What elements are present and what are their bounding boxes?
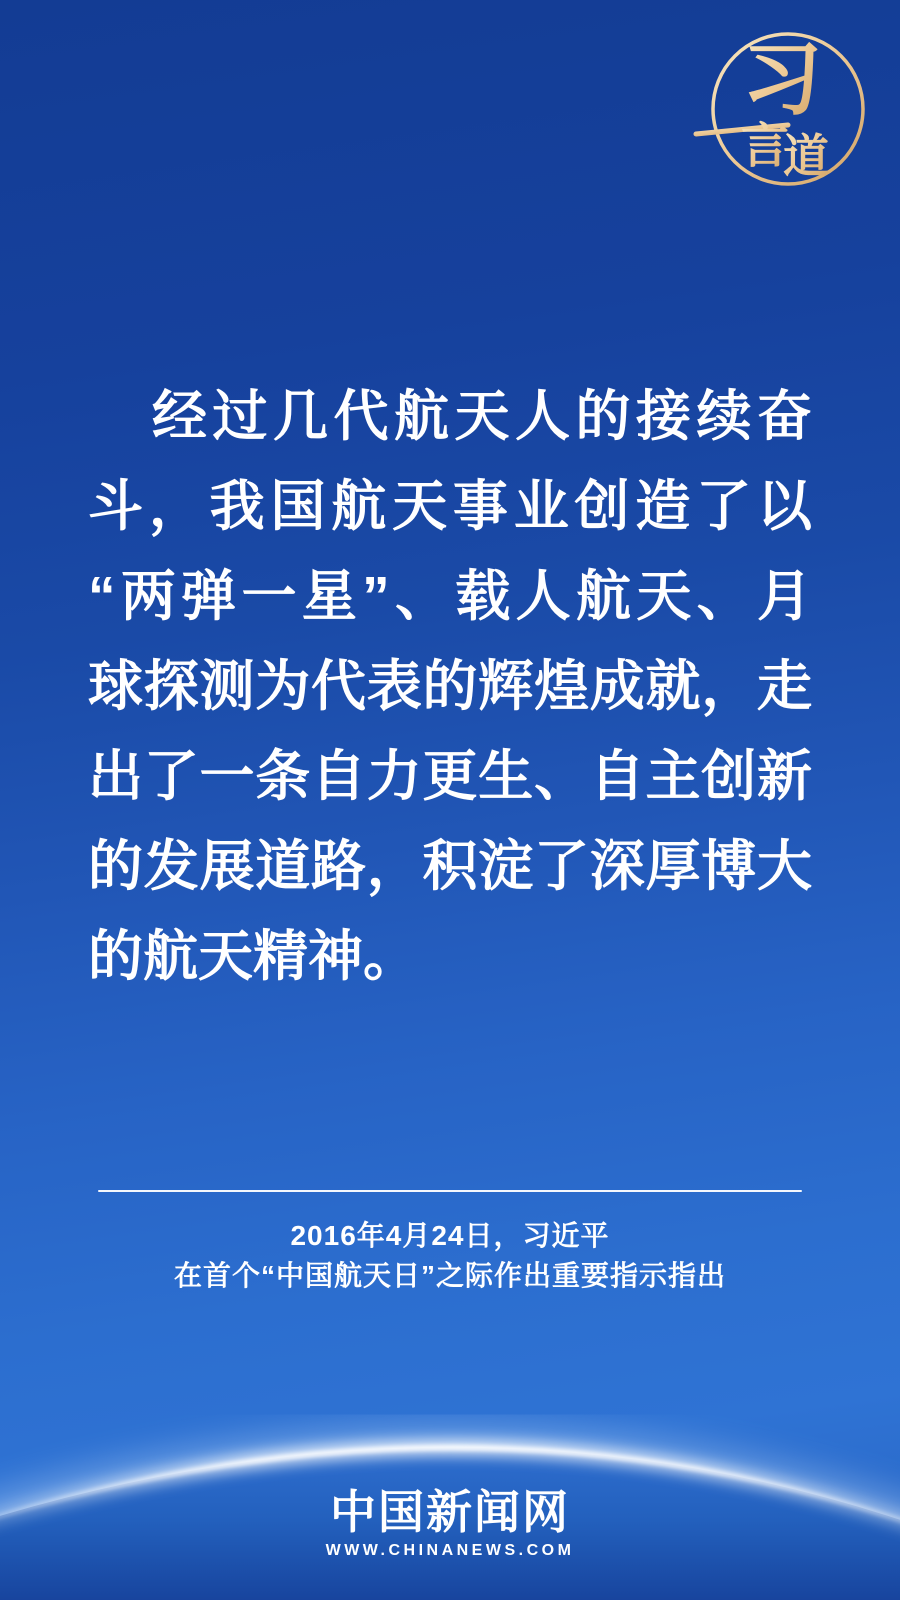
quote-line: 的航天精神。 (88, 925, 419, 987)
logo-char-dao: 道 (783, 130, 829, 182)
quote-line: 斗，我国航天事业创造了以 (88, 475, 812, 537)
chinanews-url: WWW.CHINANEWS.COM (325, 1542, 575, 1559)
logo-char-yan: 言 (740, 120, 790, 173)
quote-line: 球探测为代表的辉煌成就，走 (88, 655, 812, 717)
quote-line: 出了一条自力更生、自主创新 (88, 745, 812, 807)
quote-block (88, 371, 812, 1001)
quote-line: 经过几代航天人的接续奋 (152, 385, 812, 447)
attribution-date: 2016年4月24日，习近平 (290, 1220, 610, 1251)
quote-line: “两弹一星”、载人航天、月 (88, 565, 812, 627)
chinanews-logo: 中国新闻网 (330, 1486, 570, 1538)
separator-rule (98, 1190, 802, 1192)
earth-horizon-glow (0, 1340, 900, 1600)
quote-line: 的发展道路，积淀了深厚博大 (88, 835, 812, 897)
xiyandao-logo-icon (688, 12, 888, 212)
attribution-context: 在首个“中国航天日”之际作出重要指示指出 (173, 1260, 726, 1291)
logo-char-xi: 习 (742, 35, 822, 124)
attribution-block (0, 1216, 900, 1296)
